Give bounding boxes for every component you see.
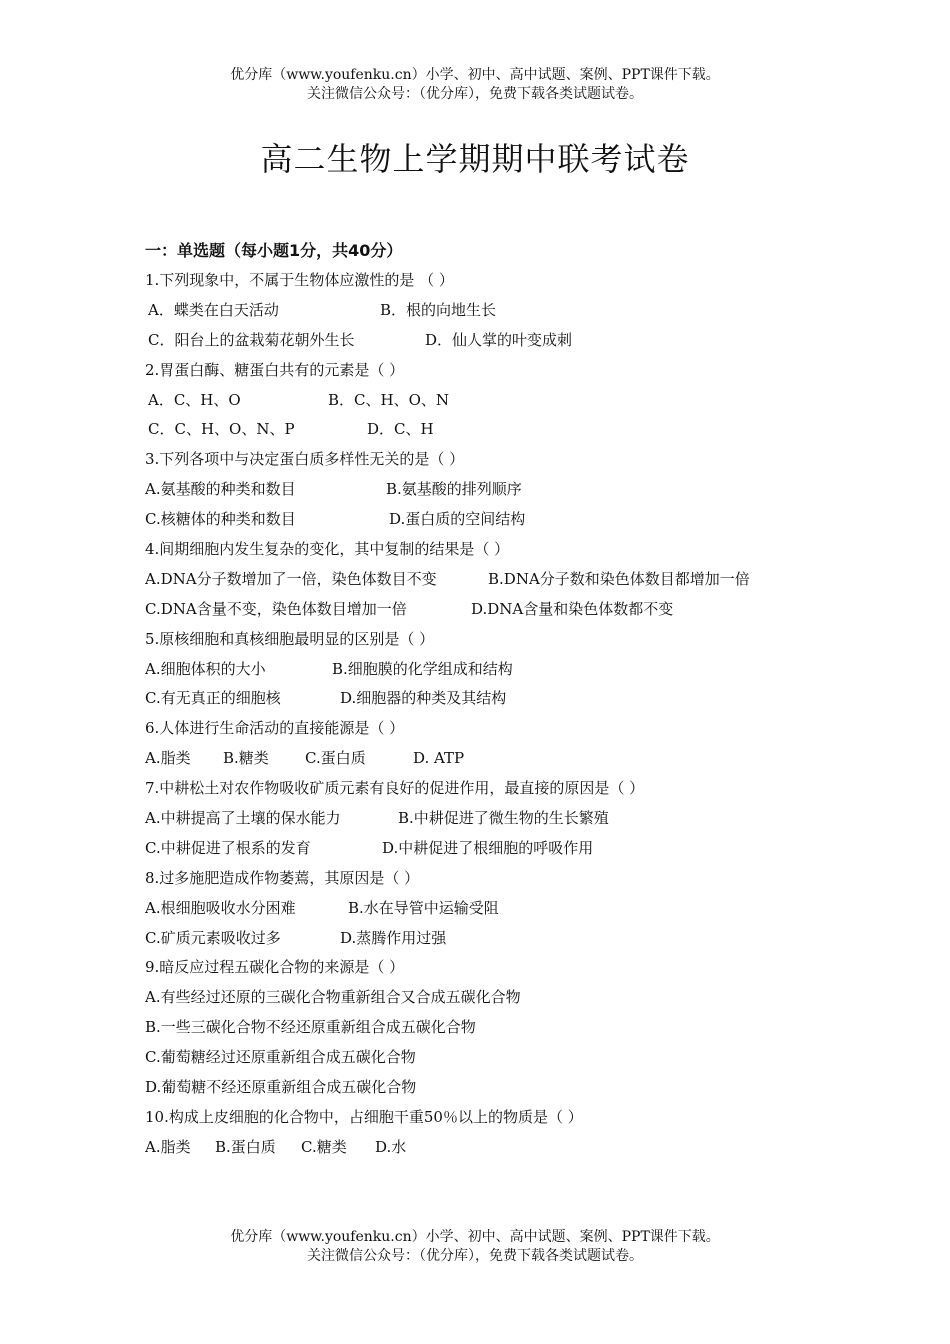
option-row <box>145 326 865 356</box>
answer-option: C.矿质元素吸收过多 <box>145 928 281 947</box>
question-text: 2.胃蛋白酶、糖蛋白共有的元素是（ ） <box>145 360 405 379</box>
answer-option: D．仙人掌的叶变成刺 <box>425 330 573 349</box>
option-row <box>145 684 865 714</box>
question-text: 3.下列各项中与决定蛋白质多样性无关的是（ ） <box>145 450 465 469</box>
option-row <box>145 744 865 774</box>
option-row <box>145 1043 865 1073</box>
option-row <box>145 1133 865 1163</box>
answer-option: A.脂类 <box>145 749 191 768</box>
option-row <box>145 1013 865 1043</box>
answer-option: A.根细胞吸收水分困难 <box>145 898 296 917</box>
option-row <box>145 1073 865 1103</box>
question-text: 7.中耕松土对农作物吸收矿质元素有良好的促进作用，最直接的原因是（ ） <box>145 779 645 798</box>
answer-option: A．C、H、O <box>148 390 241 409</box>
option-row <box>145 924 865 954</box>
answer-option: D．C、H <box>367 420 434 439</box>
answer-option: B.水在导管中运输受阻 <box>348 898 499 917</box>
question-text: 8.过多施肥造成作物萎蔫，其原因是（ ） <box>145 868 420 887</box>
section-heading: 一：单选题（每小题1分，共40分） <box>145 241 403 260</box>
answer-option: D.水 <box>375 1137 407 1156</box>
option-row <box>145 296 865 326</box>
answer-option: C.中耕促进了根系的发育 <box>145 838 311 857</box>
question-text: 5.原核细胞和真核细胞最明显的区别是（ ） <box>145 629 435 648</box>
answer-option: B.细胞膜的化学组成和结构 <box>332 659 513 678</box>
answer-option: B.蛋白质 <box>215 1137 276 1156</box>
option-row <box>145 386 865 416</box>
option-row <box>145 565 865 595</box>
answer-option: C.核糖体的种类和数目 <box>145 510 296 529</box>
answer-option: B.氨基酸的排列顺序 <box>386 480 522 499</box>
answer-option: B．根的向地生长 <box>380 300 497 319</box>
answer-option: A.有些经过还原的三碳化合物重新组合又合成五碳化合物 <box>145 988 521 1007</box>
answer-option: D.中耕促进了根细胞的呼吸作用 <box>382 838 594 857</box>
answer-option: D. ATP <box>413 749 465 768</box>
option-row <box>145 804 865 834</box>
page-footer <box>0 1228 950 1266</box>
question-text: 6.人体进行生命活动的直接能源是（ ） <box>145 719 405 738</box>
answer-option: B.DNA分子数和染色体数目都增加一倍 <box>488 569 750 588</box>
option-row <box>145 505 865 535</box>
answer-option: D.蒸腾作用过强 <box>340 928 447 947</box>
answer-option: D.DNA含量和染色体数都不变 <box>471 599 674 618</box>
option-row <box>145 834 865 864</box>
answer-option: D.细胞器的种类及其结构 <box>340 689 507 708</box>
question-text: 9.暗反应过程五碳化合物的来源是（ ） <box>145 958 405 977</box>
answer-option: C.蛋白质 <box>305 749 366 768</box>
answer-option: A.细胞体积的大小 <box>145 659 266 678</box>
option-row <box>145 595 865 625</box>
answer-option: A.氨基酸的种类和数目 <box>145 480 296 499</box>
answer-option: C．阳台上的盆栽菊花朝外生长 <box>148 330 355 349</box>
footer-line-2: 关注微信公众号：（优分库），免费下载各类试题试卷。 <box>307 1248 643 1264</box>
question-text: 10.构成上皮细胞的化合物中，占细胞干重50％以上的物质是（ ） <box>145 1107 583 1126</box>
answer-option: A.DNA分子数增加了一倍，染色体数目不变 <box>145 569 437 588</box>
answer-option: D.蛋白质的空间结构 <box>389 510 526 529</box>
question-list <box>145 266 865 1163</box>
header-line-2: 关注微信公众号：（优分库），免费下载各类试题试卷。 <box>307 86 643 102</box>
footer-line-1: 优分库（www.youfenku.cn）小学、初中、高中试题、案例、PPT课件下载。 <box>230 1229 720 1245</box>
option-row <box>145 475 865 505</box>
answer-option: C.DNA含量不变，染色体数目增加一倍 <box>145 599 407 618</box>
answer-option: C.有无真正的细胞核 <box>145 689 281 708</box>
answer-option: A．蝶类在白天活动 <box>148 300 279 319</box>
answer-option: C．C、H、O、N、P <box>148 420 295 439</box>
answer-option: B.糖类 <box>223 749 269 768</box>
answer-option: B.中耕促进了微生物的生长繁殖 <box>398 809 609 828</box>
exam-title: 高二生物上学期期中联考试卷 <box>260 140 690 178</box>
answer-option: A.中耕提高了土壤的保水能力 <box>145 809 341 828</box>
header-line-1: 优分库（www.youfenku.cn）小学、初中、高中试题、案例、PPT课件下载。 <box>230 67 720 83</box>
option-row <box>145 655 865 685</box>
question-text: 4.间期细胞内发生复杂的变化，其中复制的结果是（ ） <box>145 540 510 559</box>
option-row <box>145 415 865 445</box>
option-row <box>145 983 865 1013</box>
answer-option: B.一些三碳化合物不经还原重新组合成五碳化合物 <box>145 1018 476 1037</box>
page-header <box>0 66 950 104</box>
option-row <box>145 894 865 924</box>
answer-option: B．C、H、O、N <box>328 390 450 409</box>
answer-option: A.脂类 <box>145 1137 191 1156</box>
question-text: 1.下列现象中，不属于生物体应激性的是 （ ） <box>145 271 454 289</box>
answer-option: D.葡萄糖不经还原重新组合成五碳化合物 <box>145 1078 417 1097</box>
answer-option: C.葡萄糖经过还原重新组合成五碳化合物 <box>145 1048 416 1067</box>
answer-option: C.糖类 <box>301 1137 347 1156</box>
